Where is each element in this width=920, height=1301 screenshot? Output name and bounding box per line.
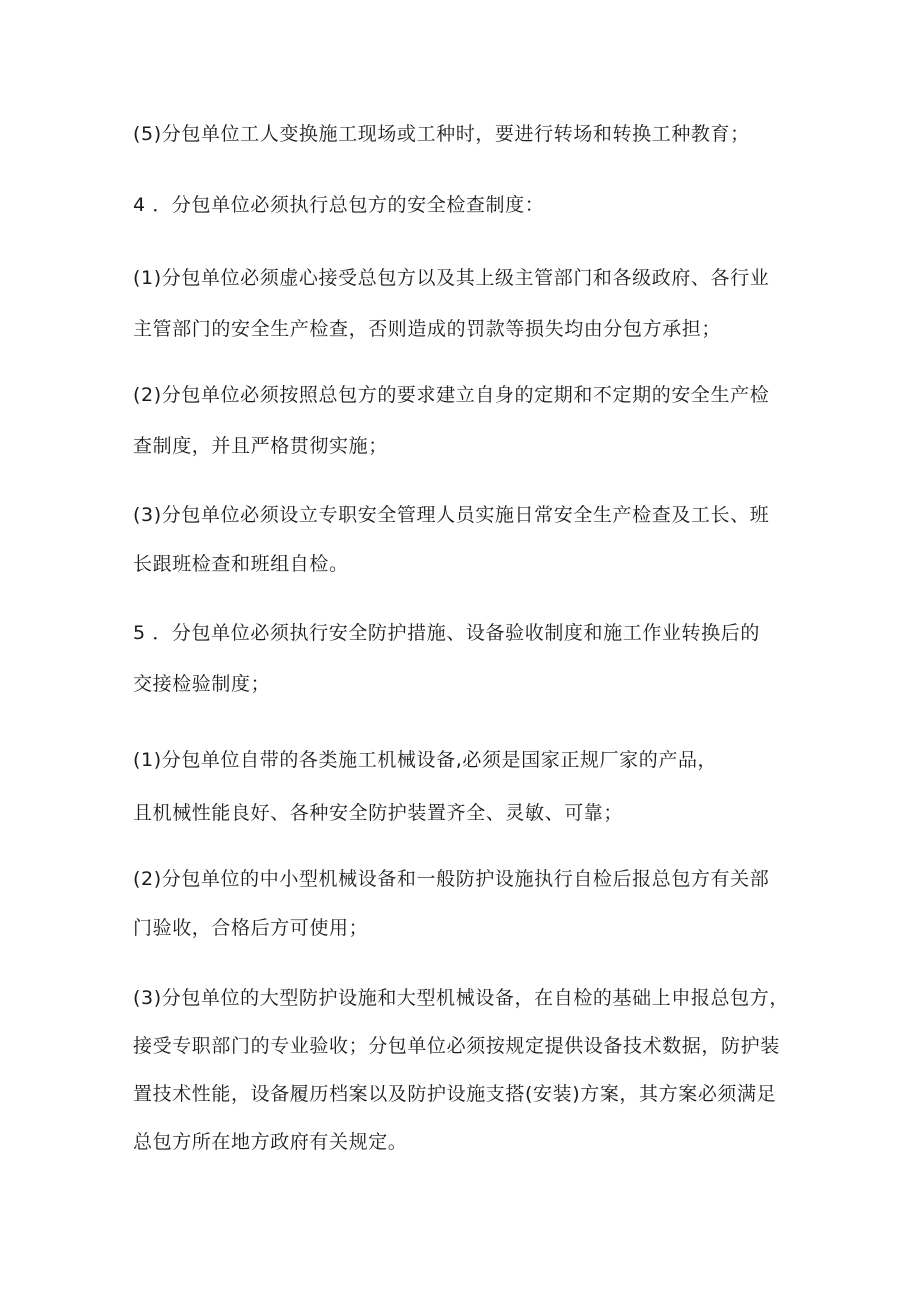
text-line: 总包方所在地方政府有关规定。 <box>133 1131 408 1153</box>
text-line: (2)分包单位的中小型机械设备和一般防护设施执行自检后报总包方有关部 <box>133 868 770 890</box>
text-line: (3)分包单位的大型防护设施和大型机械设备，在自检的基础上申报总包方， <box>133 987 789 1009</box>
text-line: 门验收，合格后方可使用； <box>133 917 369 939</box>
text-line: 长跟班检查和班组自检。 <box>133 553 349 575</box>
text-line: 接受专职部门的专业验收；分包单位必须按规定提供设备技术数据，防护装 <box>133 1035 780 1057</box>
text-line: 且机械性能良好、各种安全防护装置齐全、灵敏、可靠； <box>133 802 624 824</box>
section-heading: 5 ．分包单位必须执行安全防护措施、设备验收制度和施工作业转换后的 <box>133 622 760 644</box>
text-line: 主管部门的安全生产检查，否则造成的罚款等损失均由分包方承担； <box>133 318 722 340</box>
text-line: (1)分包单位自带的各类施工机械设备,必须是国家正规厂家的产品， <box>133 749 718 771</box>
text-line: (2)分包单位必须按照总包方的要求建立自身的定期和不定期的安全生产检 <box>133 384 770 406</box>
section-heading: 4 ．分包单位必须执行总包方的安全检查制度： <box>133 194 545 216</box>
text-line: (5)分包单位工人变换施工现场或工种时，要进行转场和转换工种教育； <box>133 123 750 145</box>
text-line: 查制度，并且严格贯彻实施； <box>133 435 388 457</box>
text-line: (1)分包单位必须虚心接受总包方以及其上级主管部门和各级政府、各行业 <box>133 267 770 289</box>
text-line: 交接检验制度； <box>133 673 271 695</box>
text-line: (3)分包单位必须设立专职安全管理人员实施日常安全生产检查及工长、班 <box>133 504 770 526</box>
text-line: 置技术性能，设备履历档案以及防护设施支搭(安装)方案，其方案必须满足 <box>133 1083 777 1105</box>
